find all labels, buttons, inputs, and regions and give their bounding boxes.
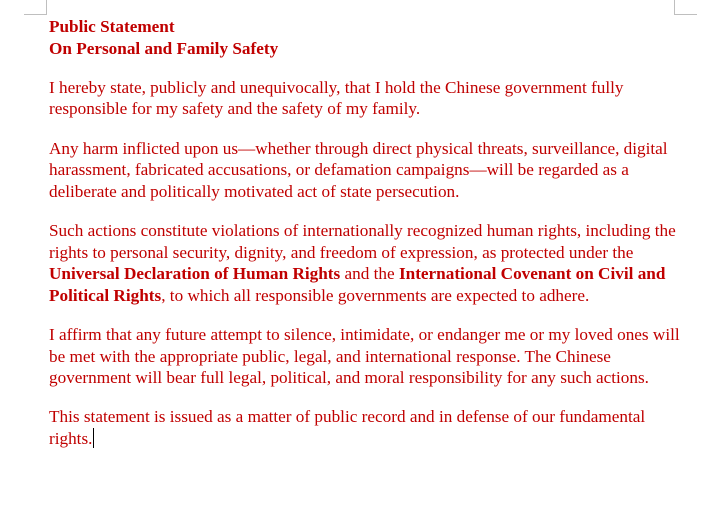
- paragraph-record-text: This statement is issued as a matter of public record and in defense of our fundamental rights.: [49, 407, 646, 448]
- paragraph-affirmation: I affirm that any future attempt to silence, intimidate, or endanger me or my loved ones will be met with the appropriate public, legal, and international response. The Chinese government will bear full legal, political, and moral responsibility for any such actions.: [49, 324, 680, 388]
- paragraph-human-rights-text-3: , to which all responsible governments are expected to adhere.: [161, 285, 590, 305]
- document-body[interactable]: [49, 16, 689, 467]
- page-corner-mark-left: [24, 0, 47, 15]
- statement-heading: [49, 16, 689, 59]
- statement-subtitle: On Personal and Family Safety: [49, 38, 279, 58]
- paragraph-human-rights-text-1: Such actions constitute violations of internationally recognized human rights, including the rights to personal security, dignity, and freedom of expression, as protected under the: [49, 220, 676, 262]
- udhr-reference: Universal Declaration of Human Rights: [49, 264, 341, 284]
- iccpr-reference: International Covenant on Civil and Political Rights: [49, 264, 666, 305]
- paragraph-record: [49, 406, 689, 449]
- text-cursor: [93, 428, 94, 448]
- paragraph-harm: Any harm inflicted upon us—whether through direct physical threats, surveillance, digital harassment, fabricated accusations, or defamation campaigns—will be regarded as a deliberate and politically motivated act of state persecution.: [49, 138, 668, 201]
- statement-title: Public Statement: [49, 17, 175, 36]
- page-corner-mark-right: [674, 0, 697, 15]
- paragraph-responsibility: I hereby state, publicly and unequivocally, that I hold the Chinese government fully responsible for my safety and the safety of my family.: [49, 77, 624, 119]
- paragraph-human-rights-text-2: and the: [340, 264, 399, 284]
- paragraph-human-rights: [49, 220, 689, 306]
